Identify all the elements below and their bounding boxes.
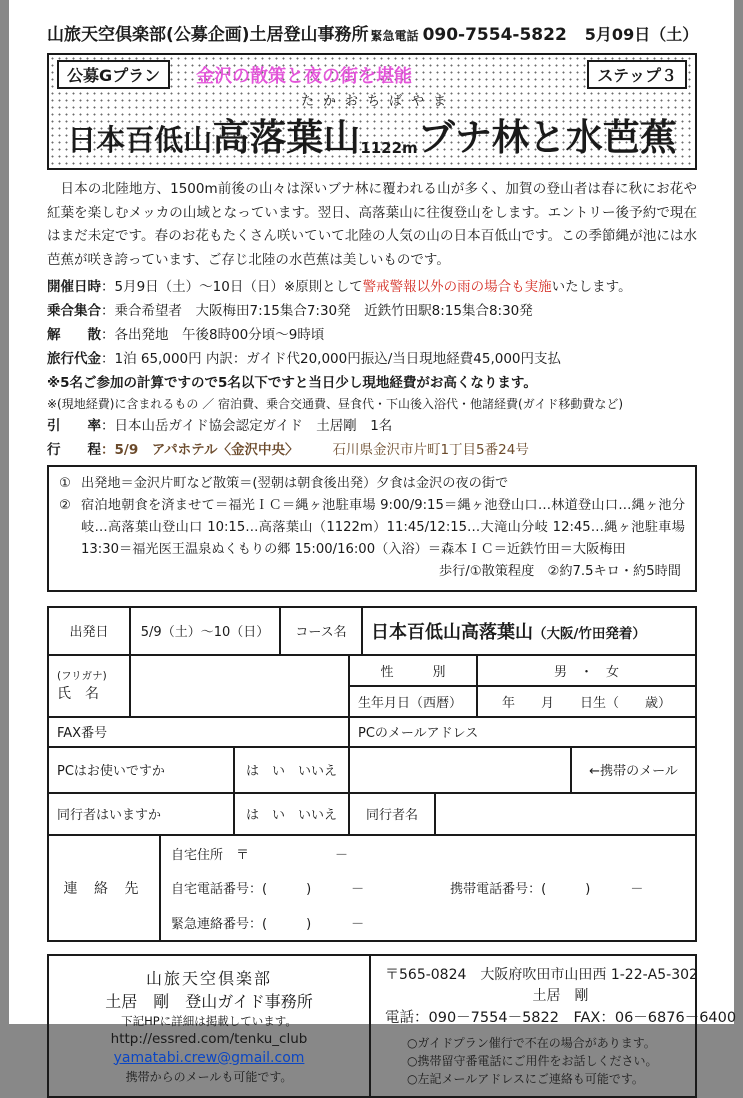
gender-subrow bbox=[350, 656, 695, 685]
gender-label: 性 別 bbox=[380, 664, 446, 680]
footer-email-link[interactable]: yamatabi.crew@gmail.com bbox=[113, 1049, 305, 1066]
furigana-label: (フリガナ) bbox=[57, 670, 107, 683]
course-name-value-cell bbox=[361, 608, 695, 654]
title-band-top bbox=[57, 60, 687, 89]
price-line bbox=[47, 347, 697, 371]
course-name-label: コース名 bbox=[279, 608, 361, 654]
form-row-name bbox=[49, 654, 695, 716]
footer-mobile-mail-note: 携帯からのメールも可能です。 bbox=[125, 1069, 293, 1084]
contact-fields-cell bbox=[159, 836, 695, 940]
schedule-text-red: 警戒警報以外の雨の場合も実施 bbox=[362, 278, 552, 295]
pc-email-field[interactable]: PCのメールアドレス bbox=[348, 718, 695, 746]
birthdate-label: 生年月日（西暦） bbox=[358, 695, 463, 711]
subtitle: 金沢の散策と夜の街を堪能 bbox=[196, 65, 413, 87]
companion-yes-no-choice[interactable]: は い いいえ bbox=[233, 794, 348, 834]
footer-phone-fax: 電話：090－7554－5822 FAX：06－6876－6400 bbox=[385, 1009, 737, 1026]
birthdate-input[interactable]: 年 月 日生（ 歳） bbox=[476, 687, 695, 716]
step-badge: ステップ３ bbox=[587, 60, 687, 89]
pc-use-question-label: PCはお使いですか bbox=[57, 764, 165, 780]
schedule-text-pre: ：5月9日（土）～10日（日）※原則として bbox=[101, 278, 363, 295]
organization-name: 山旅天空倶楽部(公募企画)土居登山事務所 bbox=[47, 25, 369, 45]
footer-note-2: ○携帯留守番電話にご用件をお話しください。 bbox=[407, 1053, 658, 1068]
companion-name-input-cell[interactable] bbox=[434, 794, 695, 834]
emergency-phone-row bbox=[171, 913, 364, 932]
route-line bbox=[47, 438, 697, 462]
pc-use-yes-no-choice[interactable]: は い いいえ bbox=[233, 748, 348, 792]
title-band bbox=[47, 53, 697, 170]
course-name-suffix: （大阪/竹田発着） bbox=[533, 625, 646, 642]
emergency-phone-dash: － bbox=[351, 916, 365, 932]
itinerary-day1-text: 出発地＝金沢片町など散策＝(翌朝は朝食後出発）夕食は金沢の夜の街で bbox=[81, 475, 509, 491]
price-label: 旅行代金 bbox=[47, 350, 101, 367]
dismissal-line bbox=[47, 323, 697, 347]
itinerary-day1-number: ① bbox=[59, 475, 71, 491]
footer-club-name: 山旅天空倶楽部 bbox=[145, 968, 272, 988]
itinerary-day2-text: 宿泊地朝食を済ませて＝福光ＩＣ＝縄ヶ池駐車場 9:00/9:15＝縄ヶ池登山口…林道登山口…縄ヶ池分岐…高落葉山登山口 10:15…高落葉山（1122m）11:45/12:15…大滝山分岐 12:45…縄ヶ池駐車場 13:30＝福光医王温泉ぬくもりの郷 15:00/16:00（入浴）＝森本ＩＣ＝近鉄竹田＝大阪梅田 bbox=[81, 497, 685, 558]
gender-birth-cell bbox=[348, 656, 695, 716]
departure-date-value: 5/9（土）～10（日） bbox=[129, 608, 279, 654]
emergency-phone-label: 緊急電話 bbox=[370, 29, 419, 43]
route-label: 行 程 bbox=[47, 441, 101, 458]
home-phone-dash: － bbox=[351, 882, 365, 898]
local-expense-note: ※(現地経費)に含まれるもの ／ 宿泊費、乗合交通費、昼食代・下山後入浴代・他諸経費(ガイド移動費など) bbox=[47, 396, 624, 411]
route-hotel-address: 石川県金沢市片町1丁目5番24号 bbox=[332, 441, 529, 458]
meeting-text: ：乗合希望者 大阪梅田7:15集合7:30発 近鉄竹田駅8:15集合8:30発 bbox=[101, 302, 533, 319]
meeting-label: 乗合集合 bbox=[47, 302, 101, 319]
footer-notes bbox=[385, 1034, 736, 1088]
birthdate-subrow bbox=[350, 685, 695, 716]
footer-website-url: http://essred.com/tenku_club bbox=[110, 1030, 308, 1047]
participants-note: ※5名ご参加の計算ですので5名以下ですと当日少し現地経費がお高くなります。 bbox=[47, 374, 537, 391]
dismissal-label: 解 散 bbox=[47, 326, 101, 343]
price-text: ：1泊 65,000円 内訳：ガイド代20,000円振込/当日現地経費45,000円支払 bbox=[101, 350, 562, 367]
plan-badge: 公募Gプラン bbox=[57, 60, 170, 89]
dismissal-text: ：各出発地 午後8時00分頃～9時頃 bbox=[101, 326, 325, 343]
form-row-companion bbox=[49, 792, 695, 834]
schedule-line bbox=[47, 275, 697, 299]
route-hotel: ：5/9 アパホテル〈金沢中央〉 bbox=[101, 441, 299, 458]
guide-line bbox=[47, 414, 697, 438]
guide-label: 引 率 bbox=[47, 417, 101, 434]
flyer-page bbox=[9, 0, 737, 1086]
footer-club-info bbox=[49, 956, 371, 1096]
form-row-departure bbox=[49, 608, 695, 654]
name-input-cell[interactable] bbox=[129, 656, 348, 716]
walking-distance-note: 歩行/①散策程度 ②約7.5キロ・約5時間 bbox=[438, 564, 681, 580]
mobile-phone-field[interactable]: 携帯電話番号：( ) bbox=[450, 882, 591, 898]
itinerary-day2-number: ② bbox=[59, 497, 71, 513]
postal-code-dash: － bbox=[335, 847, 349, 863]
footer-office-name: 土居 剛 登山ガイド事務所 bbox=[105, 991, 313, 1011]
phone-numbers-row bbox=[171, 878, 643, 897]
emergency-phone-number: 090-7554-5822 bbox=[422, 25, 567, 45]
home-phone-field[interactable]: 自宅電話番号：( ) bbox=[171, 882, 312, 898]
gender-choice[interactable]: 男 ・ 女 bbox=[476, 656, 695, 685]
contact-section-label: 連 絡 先 bbox=[63, 880, 145, 897]
emergency-phone-field[interactable]: 緊急連絡番号：( ) bbox=[171, 916, 312, 932]
footer-postal-address: 〒565-0824 大阪府吹田市山田西 1-22-A5-302 bbox=[385, 966, 698, 983]
title-prefix: 日本百低山 bbox=[67, 123, 213, 157]
itinerary-day1 bbox=[59, 473, 685, 495]
fax-number-field[interactable]: FAX番号 bbox=[57, 725, 108, 741]
intro-paragraph: 日本の北陸地方、1500m前後の山々は深いブナ林に覆われる山が多く、加賀の登山者は春に秋にお花や紅葉を楽しむメッカの山域となっています。翌日、高落葉山に往復登山をします。エントリー後予約で現在はまだ未定です。春のお花もたくさん咲いていて北陸の人気の山の日本百低山です。この季節縄が池には水芭蕉が咲き誇っています、ご存じ北陸の水芭蕉は美しいものです。 bbox=[47, 181, 697, 268]
schedule-text-post: いたします。 bbox=[551, 278, 632, 295]
title-mountain-name: 高落葉山 bbox=[212, 116, 361, 159]
footer-contact-name: 土居 剛 bbox=[532, 987, 589, 1004]
course-name-value: 日本百低山高落葉山（大阪/竹田発着） bbox=[371, 621, 646, 643]
form-row-contact bbox=[49, 834, 695, 940]
footer-note-3: ○左記メールアドレスにご連絡も可能です。 bbox=[407, 1071, 644, 1086]
title-furigana: たかおちばやま bbox=[300, 94, 455, 109]
footer-hp-note: 下記HPに詳細は掲載しています。 bbox=[121, 1013, 297, 1028]
companion-name-label: 同行者名 bbox=[348, 794, 434, 834]
footer-box bbox=[47, 954, 737, 1098]
mobile-email-note: ←携帯のメール bbox=[570, 748, 695, 792]
event-date: 5月09日（土） bbox=[584, 25, 699, 44]
application-form bbox=[47, 606, 697, 942]
form-row-pc-use bbox=[49, 746, 695, 792]
name-label: 氏 名 bbox=[57, 686, 99, 703]
main-title bbox=[57, 107, 687, 161]
title-suffix: ブナ林と水芭蕉 bbox=[417, 116, 677, 159]
schedule-label: 開催日時 bbox=[47, 278, 101, 295]
departure-date-label: 出発日 bbox=[69, 625, 109, 641]
itinerary-day2 bbox=[59, 495, 685, 562]
footer-note-1: ○ガイドプラン催行で不在の場合があります。 bbox=[407, 1035, 656, 1050]
footer-contact-info bbox=[371, 956, 743, 1096]
itinerary-box bbox=[47, 465, 697, 592]
form-row-fax-mail bbox=[49, 716, 695, 746]
page-header bbox=[47, 20, 697, 45]
companion-question-label: 同行者はいますか bbox=[57, 808, 162, 824]
mobile-email-input-cell[interactable] bbox=[348, 748, 570, 792]
guide-text: ：日本山岳ガイド協会認定ガイド 土居剛 1名 bbox=[101, 417, 393, 434]
title-elevation: 1122m bbox=[360, 139, 418, 157]
home-address-field[interactable]: 自宅住所 〒 － bbox=[171, 847, 349, 863]
name-label-cell bbox=[49, 656, 129, 716]
meeting-line bbox=[47, 299, 697, 323]
mobile-phone-dash: － bbox=[630, 882, 644, 898]
